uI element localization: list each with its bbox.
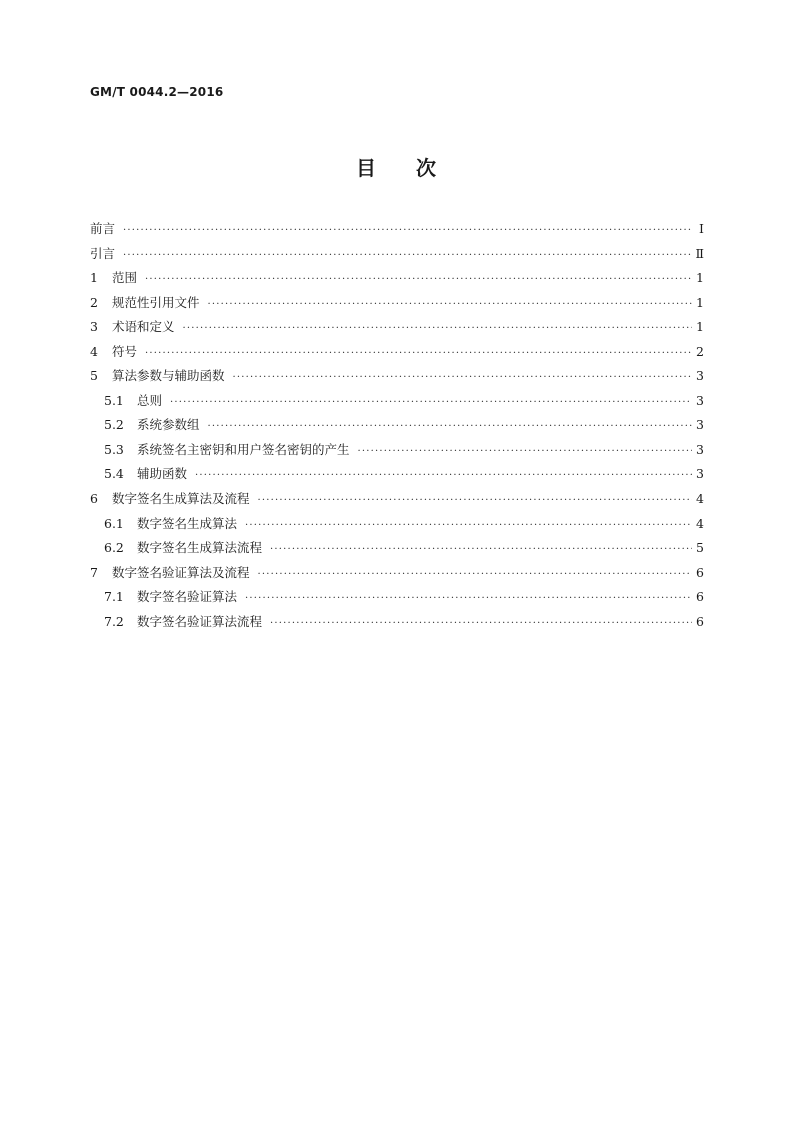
toc-entry-5-1[interactable] bbox=[90, 389, 704, 414]
toc-entry-page: 2 bbox=[696, 343, 704, 359]
toc-entry-page: 1 bbox=[696, 319, 704, 335]
toc-entry-5-4[interactable] bbox=[90, 462, 704, 487]
toc-dot-leader bbox=[208, 293, 692, 318]
toc-entry-number: 4 bbox=[90, 343, 98, 359]
standard-code: GM/T 0044.2—2016 bbox=[90, 85, 224, 99]
toc-dot-leader bbox=[208, 415, 692, 440]
toc-entry-label: 符号 bbox=[112, 343, 138, 359]
toc-entry-number: 2 bbox=[90, 294, 98, 310]
toc-entry-number: 7 bbox=[90, 564, 98, 580]
toc-entry-label: 算法参数与辅助函数 bbox=[112, 368, 225, 384]
toc-dot-leader bbox=[183, 317, 692, 342]
toc-entry-number: 6 bbox=[90, 491, 98, 507]
toc-dot-leader bbox=[123, 219, 692, 244]
toc-entry-number: 6.2 bbox=[104, 540, 124, 556]
toc-entry-number: 1 bbox=[90, 270, 98, 286]
toc-dot-leader bbox=[170, 391, 692, 416]
toc-entry-number: 7.1 bbox=[104, 589, 124, 605]
table-of-contents bbox=[90, 217, 704, 634]
toc-title bbox=[0, 152, 794, 181]
toc-entry-1[interactable] bbox=[90, 266, 704, 291]
toc-entry-label: 数字签名验证算法及流程 bbox=[112, 564, 250, 580]
toc-dot-leader bbox=[270, 612, 692, 637]
toc-entry-page: 3 bbox=[696, 392, 704, 408]
toc-entry-label: 数字签名生成算法 bbox=[137, 515, 238, 531]
toc-entry-page: Ⅰ bbox=[699, 221, 704, 236]
toc-dot-leader bbox=[258, 563, 692, 588]
toc-dot-leader bbox=[123, 244, 691, 269]
toc-entry-page: 3 bbox=[696, 441, 704, 457]
toc-dot-leader bbox=[145, 268, 692, 293]
toc-entry-label: 辅助函数 bbox=[137, 466, 188, 482]
toc-entry-4[interactable] bbox=[90, 340, 704, 365]
toc-entry-5-3[interactable] bbox=[90, 438, 704, 463]
toc-dot-leader bbox=[245, 587, 692, 612]
toc-entry-page: Ⅱ bbox=[695, 245, 704, 261]
toc-entry-page: 1 bbox=[696, 270, 704, 286]
toc-entry-label: 数字签名验证算法 bbox=[137, 589, 238, 605]
toc-entry-6-1[interactable] bbox=[90, 512, 704, 537]
toc-entry-number: 3 bbox=[90, 319, 98, 335]
toc-entry-label: 规范性引用文件 bbox=[112, 294, 200, 310]
toc-entry-page: 3 bbox=[696, 417, 704, 433]
toc-entry-number: 7.2 bbox=[104, 613, 124, 629]
toc-dot-leader bbox=[195, 464, 692, 489]
toc-entry-label: 数字签名生成算法及流程 bbox=[112, 491, 250, 507]
toc-entry-page: 1 bbox=[696, 294, 704, 310]
toc-dot-leader bbox=[233, 366, 692, 391]
toc-entry-page: 5 bbox=[696, 540, 704, 556]
toc-entry-6[interactable] bbox=[90, 487, 704, 512]
toc-entry-label: 范围 bbox=[112, 270, 138, 286]
toc-dot-leader bbox=[270, 538, 692, 563]
toc-entry-label: 系统签名主密钥和用户签名密钥的产生 bbox=[137, 441, 350, 457]
toc-entry-number: 5 bbox=[90, 368, 98, 384]
toc-entry-page: 3 bbox=[696, 368, 704, 384]
toc-dot-leader bbox=[245, 514, 692, 539]
toc-entry-5[interactable] bbox=[90, 364, 704, 389]
toc-entry-page: 6 bbox=[696, 589, 704, 605]
toc-entry-label: 前言 bbox=[90, 221, 116, 236]
toc-entry-5-2[interactable] bbox=[90, 413, 704, 438]
toc-entry-label: 系统参数组 bbox=[137, 417, 200, 433]
toc-entry-page: 6 bbox=[696, 613, 704, 629]
toc-entry-page: 6 bbox=[696, 564, 704, 580]
toc-entry-label: 术语和定义 bbox=[112, 319, 175, 335]
toc-entry-7[interactable] bbox=[90, 561, 704, 586]
toc-entry-6-2[interactable] bbox=[90, 536, 704, 561]
toc-entry-3[interactable] bbox=[90, 315, 704, 340]
toc-entry-label: 数字签名生成算法流程 bbox=[137, 540, 263, 556]
toc-dot-leader bbox=[358, 440, 692, 465]
toc-entry-page: 4 bbox=[696, 515, 704, 531]
toc-entry-7-2[interactable] bbox=[90, 610, 704, 635]
toc-dot-leader bbox=[258, 489, 692, 514]
toc-title-part1: 目 bbox=[356, 156, 378, 180]
toc-entry-introduction[interactable] bbox=[90, 242, 704, 267]
toc-entry-number: 6.1 bbox=[104, 515, 124, 531]
toc-entry-7-1[interactable] bbox=[90, 585, 704, 610]
toc-entry-page: 3 bbox=[696, 466, 704, 482]
toc-entry-page: 4 bbox=[696, 491, 704, 507]
toc-entry-label: 数字签名验证算法流程 bbox=[137, 613, 263, 629]
toc-entry-2[interactable] bbox=[90, 291, 704, 316]
toc-dot-leader bbox=[145, 342, 692, 367]
toc-entry-label: 总则 bbox=[137, 392, 163, 408]
toc-entry-label: 引言 bbox=[90, 245, 116, 261]
toc-entry-number: 5.4 bbox=[104, 466, 124, 482]
toc-entry-number: 5.3 bbox=[104, 441, 124, 457]
toc-entry-number: 5.1 bbox=[104, 392, 124, 408]
toc-entry-foreword[interactable] bbox=[90, 217, 704, 242]
toc-entry-number: 5.2 bbox=[104, 417, 124, 433]
toc-title-part2: 次 bbox=[416, 156, 438, 180]
